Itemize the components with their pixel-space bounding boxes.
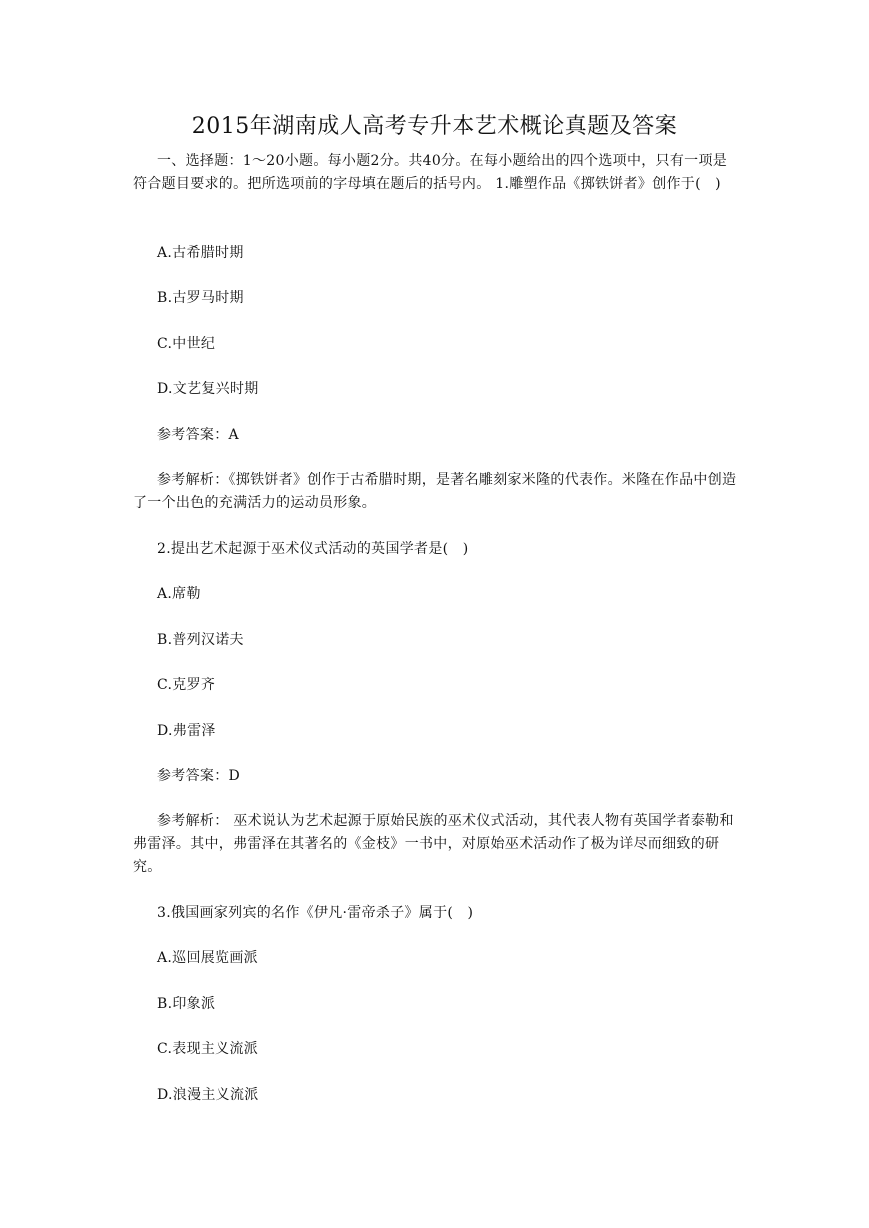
q2-explanation: 参考解析： 巫术说认为艺术起源于原始民族的巫术仪式活动，其代表人物有英国学者泰勒和弗雷泽。其中，弗雷泽在其著名的《金枝》一书中，对原始巫术活动作了极为详尽而细致的研究。 <box>133 813 734 875</box>
q2-question: 2.提出艺术起源于巫术仪式活动的英国学者是( ) <box>157 541 469 557</box>
q3-option-a: A.巡回展览画派 <box>157 950 258 966</box>
section-intro: 一、选择题：1～20小题。每小题2分。共40分。在每小题给出的四个选项中，只有一项是符合题目要求的。把所选项前的字母填在题后的括号内。 1.雕塑作品《掷铁饼者》创作于( ) <box>133 153 728 192</box>
q1-explanation: 参考解析：《掷铁饼者》创作于古希腊时期，是著名雕刻家米隆的代表作。米隆在作品中创造了一个出色的充满活力的运动员形象。 <box>133 472 737 511</box>
q3-option-d: D.浪漫主义流派 <box>157 1087 259 1103</box>
q1-answer: 参考答案：A <box>157 427 239 443</box>
q3-option-b: B.印象派 <box>157 996 216 1012</box>
document-title: 2015年湖南成人高考专升本艺术概论真题及答案 <box>191 114 678 139</box>
q2-option-d: D.弗雷泽 <box>157 723 216 739</box>
q3-question: 3.俄国画家列宾的名作《伊凡·雷帝杀子》属于( ) <box>157 905 474 921</box>
q1-option-c: C.中世纪 <box>157 336 216 352</box>
q1-option-a: A.古希腊时期 <box>157 245 244 261</box>
q1-option-b: B.古罗马时期 <box>157 290 244 306</box>
q2-answer: 参考答案：D <box>157 768 241 784</box>
q2-option-c: C.克罗齐 <box>157 677 216 693</box>
q1-option-d: D.文艺复兴时期 <box>157 381 259 397</box>
q3-option-c: C.表现主义流派 <box>157 1041 259 1057</box>
q2-option-b: B.普列汉诺夫 <box>157 632 244 648</box>
q2-option-a: A.席勒 <box>157 586 201 602</box>
